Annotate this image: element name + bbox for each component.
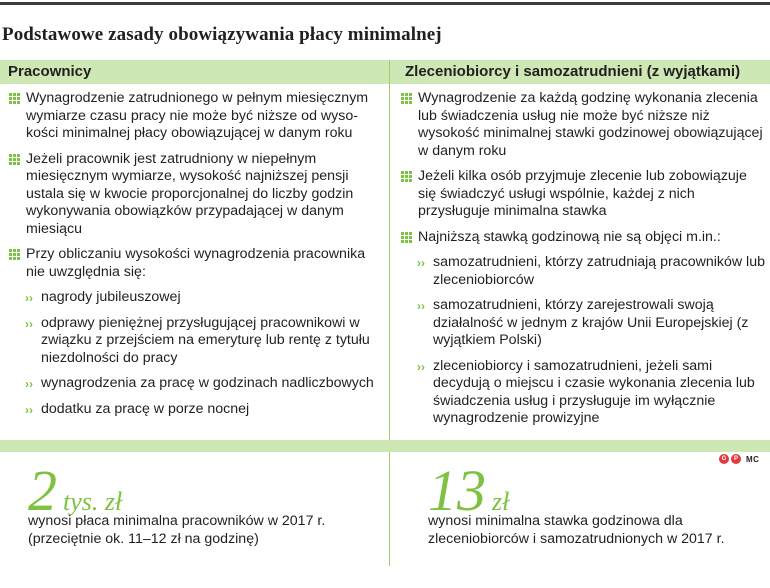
page-title: Podstawowe zasady obowiązywania płacy minimalnej <box>2 24 442 45</box>
double-chevron-right-icon: ›› <box>25 402 33 417</box>
grid-square-icon <box>401 232 412 243</box>
sub-list-item-text: samozatrudnieni, którzy zarejestrowali swoją działalność w jednym z krajów Unii Europejskiej (z wyjątkiem Polski) <box>433 297 749 348</box>
list-item-text: Jeżeli pracownik jest zatrudniony w niepełnym miesięcznym wymiarze, wysokość najniższej pensji ustala się w kwocie proporcjonalnej do liczby godzin wykonywania obowiązków przypadającej w danym miesiącu <box>26 150 354 237</box>
list-item <box>8 246 383 281</box>
list-item <box>400 90 765 160</box>
bottom-divider <box>389 452 390 566</box>
double-chevron-right-icon: ›› <box>25 377 33 391</box>
publisher-logo <box>719 454 759 464</box>
list-item <box>8 90 383 143</box>
double-chevron-right-icon: ›› <box>417 359 425 374</box>
right-big-number: 13 <box>428 458 486 523</box>
sub-list-item <box>8 375 383 393</box>
left-column-heading: Pracownicy <box>8 63 92 80</box>
sub-list-item-text: wynagrodzenia za pracę w godzinach nadliczbowych <box>41 375 374 391</box>
sub-list-item-text: odprawy pieniężnej przysługującej pracownikowi w związku z przejściem na emeryturę lub rentę z tytułu niezdolności do pracy <box>41 314 370 366</box>
logo-letter-g: G <box>719 454 729 464</box>
double-chevron-right-icon: ›› <box>25 316 33 331</box>
right-column-heading: Zleceniobiorcy i samozatrudnieni (z wyjątkami) <box>405 63 741 80</box>
sub-list-item <box>8 289 383 307</box>
left-big-unit: tys. zł <box>63 487 123 516</box>
sub-list-item <box>8 315 383 368</box>
column-divider <box>389 60 390 440</box>
author-initials: MC <box>746 454 760 464</box>
right-stat-caption: wynosi minimalna stawka godzinowa dla zleceniobiorców i samozatrudnionych w 2017 r. <box>428 513 725 547</box>
sub-list-item <box>8 401 383 419</box>
bottom-band <box>0 440 770 452</box>
double-chevron-right-icon: ›› <box>417 299 425 313</box>
list-item-text: Wynagrodzenie za każdą godzinę wykonania zlecenia lub świadczenia usług nie może być niższe niż wysokość minimalnej stawki godzinowej obowiązującej w danym roku <box>418 90 763 159</box>
list-item <box>8 151 383 239</box>
left-column <box>8 90 383 426</box>
left-big-number: 2 <box>28 458 57 523</box>
list-item-text: Najniższą stawką godzinową nie są objęci m.in.: <box>418 228 721 245</box>
logo-letter-p: P <box>731 454 741 464</box>
list-item <box>400 229 765 247</box>
list-item <box>400 168 765 221</box>
sub-list-item-text: nagrody jubileuszowej <box>41 289 181 305</box>
list-item-text: Przy obliczaniu wysokości wynagrodzenia pracownika nie uwzględnia się: <box>26 246 366 280</box>
list-item-text: Jeżeli kilka osób przyjmuje zlecenie lub zobowiązuje się świadczyć usługi wspólnie, każdej z nich przysługuje minimalna stawka <box>418 168 747 219</box>
list-item-text: Wynagrodzenie zatrudnionego w pełnym miesięcznym wymiarze czasu pracy nie może być niższe od wysokości minimalnej płacy obowiązującej w danym roku <box>26 90 369 141</box>
sub-list-item <box>400 358 765 428</box>
right-column <box>400 90 765 436</box>
grid-square-icon <box>9 154 20 165</box>
grid-square-icon <box>9 249 20 260</box>
top-rule <box>0 2 770 5</box>
right-big-unit: zł <box>492 487 510 516</box>
sub-list-item-text: zleceniobiorcy i samozatrudnieni, jeżeli sami decydują o miejscu i czasie wykonania zlecenia lub świadczenia usług i przysługuje im wyłącznie wynagrodzenie prowizyjne <box>433 357 755 426</box>
grid-square-icon <box>401 93 412 104</box>
double-chevron-right-icon: ›› <box>25 291 33 305</box>
grid-square-icon <box>9 93 20 104</box>
double-chevron-right-icon: ›› <box>417 256 425 270</box>
sub-list-item <box>400 297 765 350</box>
left-stat-caption: wynosi płaca minimalna pracowników w 2017 r. (przeciętnie ok. 11–12 zł na godzinę) <box>28 513 326 547</box>
sub-list-item-text: samozatrudnieni, którzy zatrudniają pracowników lub zleceniobiorców <box>433 254 765 288</box>
sub-list-item <box>400 254 765 289</box>
grid-square-icon <box>401 171 412 182</box>
sub-list-item-text: dodatku za pracę w porze nocnej <box>41 400 250 417</box>
